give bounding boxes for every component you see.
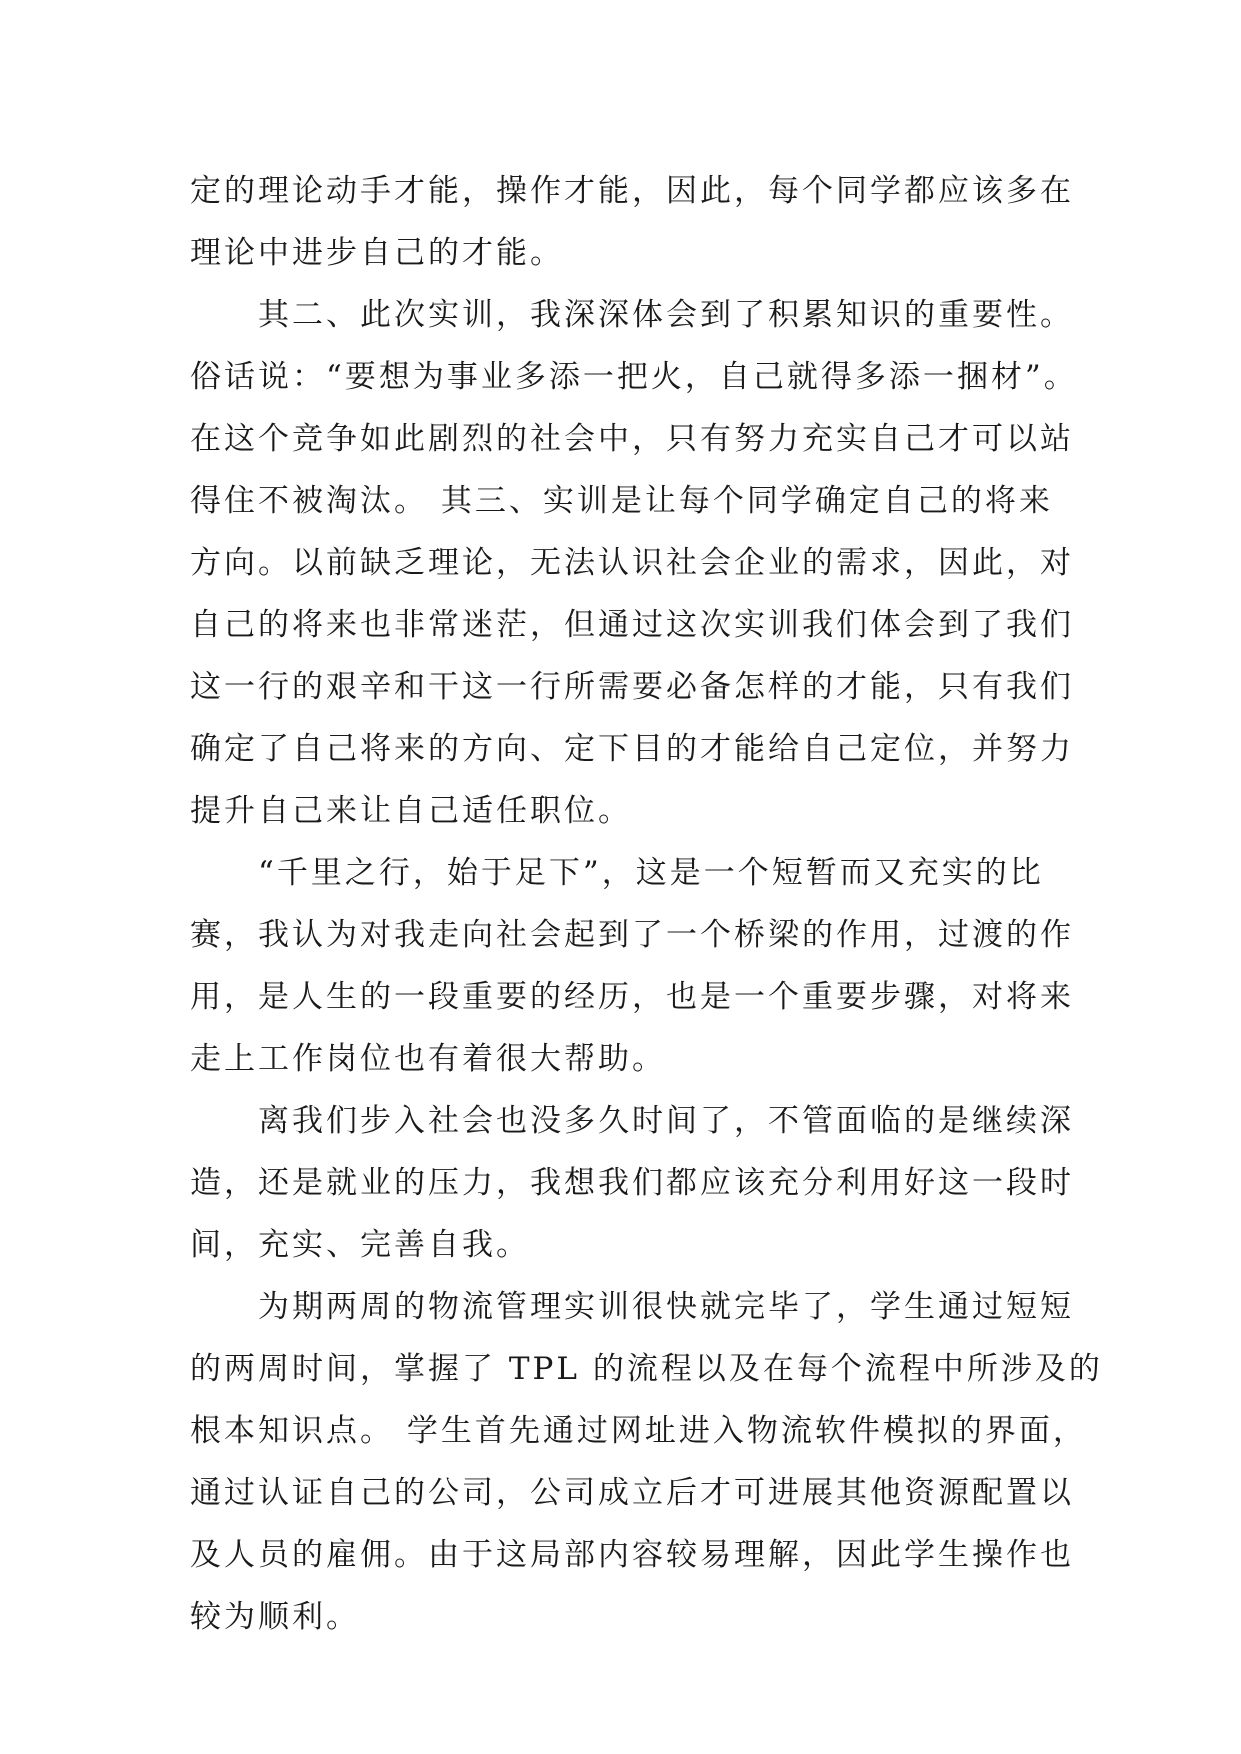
document-body [190, 160, 1103, 1648]
paragraph-first-line: 其二、此次实训，我深深体会到了积累知识的重要性。 [258, 297, 1074, 333]
text-line: 提升自己来让自己适任职位。 [190, 793, 632, 829]
text-line: 自己的将来也非常迷茫，但通过这次实训我们体会到了我们 [190, 607, 1074, 643]
text-line: 定的理论动手才能，操作才能，因此，每个同学都应该多在 [190, 173, 1074, 209]
paragraph-first-line: “千里之行，始于足下”，这是一个短暂而又充实的比 [258, 855, 1044, 891]
text-line: 理论中进步自己的才能。 [190, 235, 564, 271]
text-line: 的两周时间，掌握了 TPL 的流程以及在每个流程中所涉及的 [190, 1351, 1103, 1387]
text-line: 造，还是就业的压力，我想我们都应该充分利用好这一段时 [190, 1165, 1074, 1201]
text-line: 这一行的艰辛和干这一行所需要必备怎样的才能，只有我们 [190, 669, 1074, 705]
text-line: 确定了自己将来的方向、定下目的才能给自己定位，并努力 [190, 731, 1074, 767]
text-line: 在这个竞争如此剧烈的社会中，只有努力充实自己才可以站 [190, 421, 1074, 457]
text-line: 方向。以前缺乏理论，无法认识社会企业的需求，因此，对 [190, 545, 1074, 581]
text-line: 较为顺利。 [190, 1599, 360, 1635]
text-line: 通过认证自己的公司，公司成立后才可进展其他资源配置以 [190, 1475, 1074, 1511]
text-line: 走上工作岗位也有着很大帮助。 [190, 1041, 666, 1077]
text-line: 用，是人生的一段重要的经历，也是一个重要步骤，对将来 [190, 979, 1074, 1015]
text-line: 赛，我认为对我走向社会起到了一个桥梁的作用，过渡的作 [190, 917, 1074, 953]
text-line: 得住不被淘汰。 其三、实训是让每个同学确定自己的将来 [190, 483, 1053, 519]
paragraph-first-line: 为期两周的物流管理实训很快就完毕了，学生通过短短 [258, 1289, 1074, 1325]
text-line: 根本知识点。 学生首先通过网址进入物流软件模拟的界面， [190, 1413, 1087, 1449]
text-line: 及人员的雇佣。由于这局部内容较易理解，因此学生操作也 [190, 1537, 1074, 1573]
paragraph-first-line: 离我们步入社会也没多久时间了，不管面临的是继续深 [258, 1103, 1074, 1139]
text-line: 间，充实、完善自我。 [190, 1227, 530, 1263]
text-line: 俗话说：“要想为事业多添一把火，自己就得多添一捆材”。 [190, 359, 1078, 395]
